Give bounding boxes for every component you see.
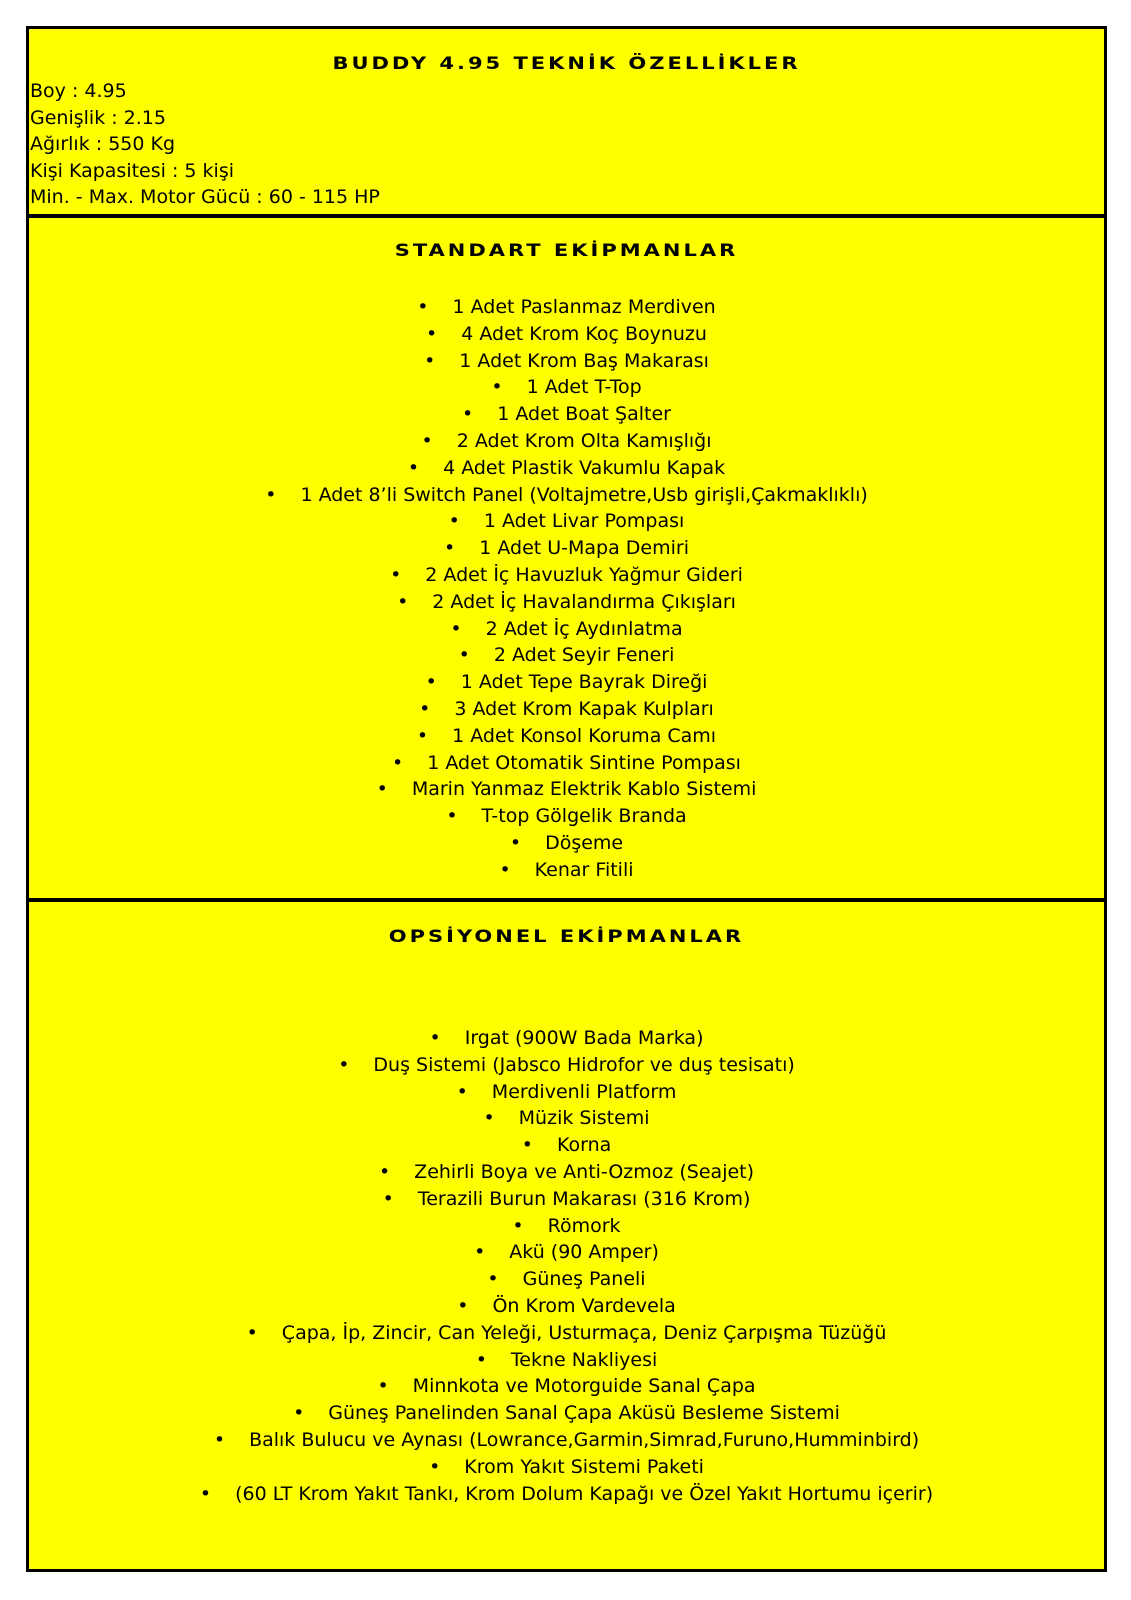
list-item: [29, 1239, 1104, 1266]
bullet-icon: •: [456, 1080, 468, 1103]
spec-width: Genişlik : 2.15: [30, 106, 166, 129]
list-item: [29, 616, 1104, 643]
list-item-text: 3 Adet Krom Kapak Kulpları: [454, 697, 714, 720]
list-item-text: Kenar Fitili: [534, 858, 634, 881]
list-item-text: Krom Yakıt Sistemi Paketi: [464, 1455, 704, 1478]
list-item-text: Korna: [556, 1134, 612, 1157]
list-item-text: Tekne Nakliyesi: [510, 1348, 658, 1371]
list-item-text: T-top Gölgelik Branda: [481, 805, 687, 828]
bullet-icon: •: [462, 403, 474, 426]
bullet-icon: •: [483, 1107, 495, 1130]
spec-length: Boy : 4.95: [30, 80, 127, 102]
bullet-icon: •: [487, 1268, 499, 1291]
bullet-icon: •: [246, 1321, 258, 1344]
bullet-icon: •: [491, 376, 503, 399]
standard-equipment-title: STANDART EKİPMANLAR: [394, 240, 739, 260]
bullet-icon: •: [265, 483, 277, 506]
list-item: [29, 455, 1104, 482]
list-item: [29, 723, 1104, 750]
bullet-icon: •: [457, 1294, 469, 1317]
list-item-text: Akü (90 Amper): [509, 1241, 659, 1264]
list-item-text: Ön Krom Vardevela: [492, 1294, 676, 1317]
list-item: [29, 857, 1104, 884]
list-item-text: 1 Adet Krom Baş Makarası: [459, 349, 709, 372]
list-item-text: 4 Adet Krom Koç Boynuzu: [461, 322, 707, 345]
list-item: [29, 589, 1104, 616]
bullet-icon: •: [509, 831, 522, 854]
list-item-text: Zehirli Boya ve Anti-Ozmoz (Seajet): [414, 1160, 755, 1183]
technical-specs-list: [30, 78, 380, 211]
list-item-text: 1 Adet U-Mapa Demiri: [479, 537, 689, 560]
list-item: [29, 1454, 1104, 1481]
list-item: [29, 669, 1104, 696]
list-item: [29, 1400, 1104, 1427]
technical-specs-title: BUDDY 4.95 TEKNİK ÖZELLİKLER: [332, 53, 801, 73]
list-item-text: 1 Adet Boat Şalter: [497, 403, 671, 426]
bullet-icon: •: [512, 1214, 524, 1237]
bullet-icon: •: [475, 1348, 487, 1371]
list-item-text: Müzik Sistemi: [518, 1107, 650, 1130]
bullet-icon: •: [444, 537, 456, 560]
list-item-text: 1 Adet Otomatik Sintine Pompası: [427, 751, 741, 774]
list-item: [29, 1025, 1104, 1052]
spec-weight: Ağırlık : 550 Kg: [30, 133, 176, 156]
list-item: [29, 321, 1104, 348]
list-item: [29, 1159, 1104, 1186]
bullet-icon: •: [293, 1402, 305, 1425]
list-item-text: Güneş Panelinden Sanal Çapa Aküsü Besleme Sistemi: [328, 1402, 840, 1425]
list-item: [29, 1373, 1104, 1400]
list-item: [29, 1427, 1104, 1454]
list-item-text: 2 Adet İç Havuzluk Yağmur Gideri: [425, 563, 743, 586]
bullet-icon: •: [425, 671, 437, 694]
list-item-text: 2 Adet İç Havalandırma Çıkışları: [432, 590, 736, 613]
list-item-text: Güneş Paneli: [522, 1268, 646, 1291]
list-item-text: Duş Sistemi (Jabsco Hidrofor ve duş tesisatı): [373, 1053, 795, 1076]
list-item-text: Terazili Burun Makarası (316 Krom): [417, 1187, 751, 1210]
bullet-icon: •: [378, 1160, 391, 1183]
list-item: [29, 1105, 1104, 1132]
list-item: [29, 1266, 1104, 1293]
list-item: [29, 401, 1104, 428]
standard-equipment-section: [29, 218, 1104, 902]
list-item-text: Merdivenli Platform: [491, 1080, 677, 1103]
bullet-icon: •: [392, 751, 404, 774]
bullet-icon: •: [448, 510, 460, 533]
optional-equipment-list: [29, 1025, 1104, 1507]
optional-equipment-title: OPSİYONEL EKİPMANLAR: [388, 926, 745, 946]
list-item-text: Irgat (900W Bada Marka): [464, 1027, 704, 1049]
standard-equipment-list: [29, 294, 1104, 884]
bullet-icon: •: [521, 1134, 533, 1157]
list-item-text: 4 Adet Plastik Vakumlu Kapak: [443, 456, 726, 479]
list-item-text: Minnkota ve Motorguide Sanal Çapa: [412, 1375, 756, 1398]
bullet-icon: •: [419, 697, 431, 720]
bullet-icon: •: [458, 644, 470, 667]
bullet-icon: •: [213, 1428, 226, 1451]
bullet-icon: •: [199, 1482, 212, 1505]
list-item: [29, 535, 1104, 562]
list-item: [29, 508, 1104, 535]
bullet-icon: •: [426, 322, 438, 345]
list-item: [29, 562, 1104, 589]
list-item-text: 1 Adet Konsol Koruma Camı: [452, 724, 717, 747]
list-item: [29, 1132, 1104, 1159]
bullet-icon: •: [446, 805, 458, 828]
list-item: [29, 696, 1104, 723]
bullet-icon: •: [407, 456, 420, 479]
bullet-icon: •: [390, 563, 402, 586]
list-item-text: Balık Bulucu ve Aynası (Lowrance,Garmin,Simrad,Furuno,Humminbird): [249, 1428, 920, 1451]
list-item: [29, 1481, 1104, 1508]
optional-equipment-section: [29, 902, 1104, 1569]
list-item: [29, 1052, 1104, 1079]
list-item: [29, 803, 1104, 830]
list-item: [29, 482, 1104, 509]
list-item: [29, 374, 1104, 401]
technical-specs-section: [29, 29, 1104, 218]
bullet-icon: •: [382, 1187, 394, 1210]
list-item: [29, 830, 1104, 857]
spec-capacity: Kişi Kapasitesi : 5 kişi: [30, 159, 234, 182]
list-item: [29, 1079, 1104, 1106]
list-item: [29, 1320, 1104, 1347]
list-item-text: 2 Adet Seyir Feneri: [493, 644, 675, 667]
list-item: [29, 428, 1104, 455]
bullet-icon: •: [429, 1455, 441, 1478]
bullet-icon: •: [424, 349, 436, 372]
list-item: [29, 750, 1104, 777]
list-item: [29, 1293, 1104, 1320]
list-item-text: Römork: [547, 1214, 621, 1237]
spec-engine-power: Min. - Max. Motor Gücü : 60 - 115 HP: [30, 186, 380, 209]
list-item: [29, 1186, 1104, 1213]
bullet-icon: •: [397, 590, 409, 613]
bullet-icon: •: [474, 1241, 486, 1264]
bullet-icon: •: [377, 1375, 389, 1398]
bullet-icon: •: [429, 1027, 441, 1049]
bullet-icon: •: [416, 724, 429, 747]
list-item-text: 1 Adet T-Top: [526, 376, 642, 399]
list-item: [29, 776, 1104, 803]
list-item-text: (60 LT Krom Yakıt Tankı, Krom Dolum Kapağı ve Özel Yakıt Hortumu içerir): [235, 1482, 934, 1505]
list-item-text: 1 Adet Paslanmaz Merdiven: [452, 296, 716, 318]
list-item-text: Çapa, İp, Zincir, Can Yeleği, Usturmaça, Deniz Çarpışma Tüzüğü: [281, 1321, 887, 1344]
list-item-text: 2 Adet Krom Olta Kamışlığı: [456, 429, 712, 452]
list-item: [29, 348, 1104, 375]
list-item-text: 1 Adet Livar Pompası: [483, 510, 685, 533]
bullet-icon: •: [376, 778, 388, 801]
bullet-icon: •: [421, 429, 433, 452]
list-item-text: 1 Adet 8’li Switch Panel (Voltajmetre,Usb girişli,Çakmaklıklı): [300, 483, 868, 506]
list-item-text: 1 Adet Tepe Bayrak Direği: [460, 671, 708, 694]
list-item-text: 2 Adet İç Aydınlatma: [485, 617, 683, 640]
spec-sheet-frame: [26, 26, 1107, 1572]
list-item-text: Marin Yanmaz Elektrik Kablo Sistemi: [411, 778, 757, 801]
bullet-icon: •: [338, 1053, 350, 1076]
list-item: [29, 294, 1104, 321]
list-item: [29, 1347, 1104, 1374]
bullet-icon: •: [499, 858, 511, 881]
list-item: [29, 1213, 1104, 1240]
list-item-text: Döşeme: [545, 831, 624, 854]
bullet-icon: •: [417, 296, 429, 318]
bullet-icon: •: [450, 617, 462, 640]
list-item: [29, 642, 1104, 669]
